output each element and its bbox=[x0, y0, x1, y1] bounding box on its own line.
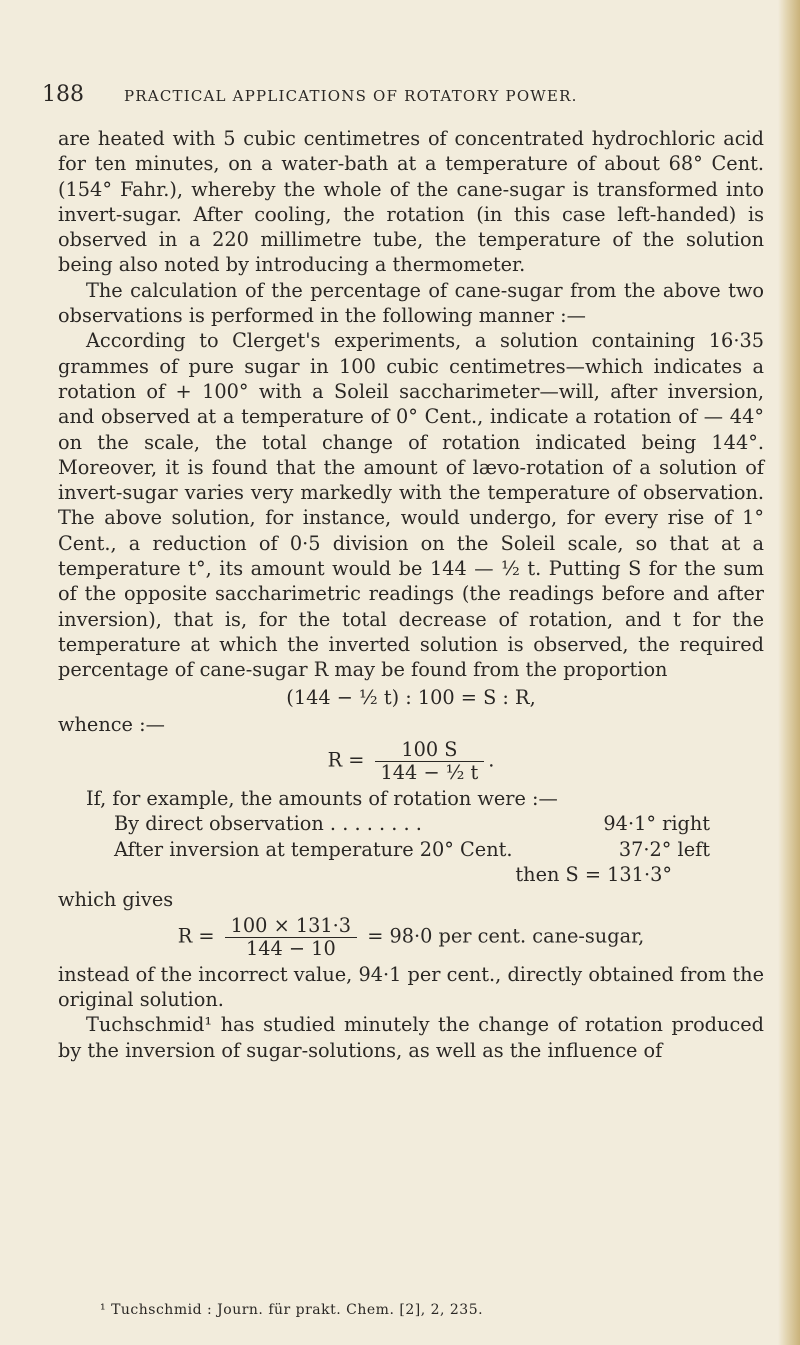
formula-r-lhs: R = bbox=[327, 748, 365, 772]
reading-row-direct bbox=[58, 811, 764, 836]
which-gives-label: which gives bbox=[58, 888, 174, 912]
formula-r-fraction bbox=[375, 739, 485, 784]
reading-inversion-value: 37·2° left bbox=[618, 837, 710, 861]
paragraph-1: are heated with 5 cubic centimetres of concentrated hydrochloric acid for ten minutes, on a water-bath at a temperature of about 68° Cent. (154° Fahr.), whereby the whole of the cane-sugar is transformed into invert-sugar. After cooling, the rotation (in this case left-handed) is observed in a 220 millimetre tube, the temperature of the solution being also noted by introducing a thermometer. bbox=[58, 127, 764, 277]
formula-r-numerator: 100 S bbox=[375, 739, 485, 762]
page-number: 188 bbox=[42, 82, 84, 107]
formula-r-denominator: 144 − ½ t bbox=[380, 761, 479, 785]
reading-direct-value: 94·1° right bbox=[603, 812, 710, 836]
formula-result-numerator: 100 × 131·3 bbox=[225, 915, 357, 938]
formula-result-lhs: R = bbox=[177, 924, 215, 948]
formula-r-end: . bbox=[488, 748, 495, 772]
body-text bbox=[58, 126, 764, 1063]
formula-proportion: (144 − ½ t) : 100 = S : R, bbox=[286, 685, 536, 709]
reading-direct-label: By direct observation . . . . . . . . bbox=[114, 812, 422, 836]
page-edge-shadow bbox=[778, 0, 800, 1345]
paragraph-3: According to Clerget's experiments, a solution containing 16·35 grammes of pure sugar in 100 cubic centimetres—which indicates a rotation of + 100° with a Soleil saccharimeter—will, after inversion, and observed at a temperature of 0° Cent., indicate a rotation of — 44° on the scale, the total change of rotation indicated being 144°. Moreover, it is found that the amount of lævo-rotation of a solution of invert-sugar varies very markedly with the temperature of observation. The above solution, for instance, would undergo, for every rise of 1° Cent., a reduction of 0·5 division on the Soleil scale, so that at a temperature t°, its amount would be 144 — ½ t. Putting S for the sum of the opposite saccharimetric readings (the readings before and after inversion), that is, for the total decrease of rotation, and t for the temperature at which the inverted solution is observed, the required percentage of cane-sugar R may be found from the proportion bbox=[58, 329, 764, 682]
running-head: PRACTICAL APPLICATIONS OF ROTATORY POWER. bbox=[124, 87, 578, 105]
footnote: ¹ Tuchschmid : Journ. für prakt. Chem. [2], 2, 235. bbox=[100, 1302, 484, 1318]
reading-inversion-label: After inversion at temperature 20° Cent. bbox=[114, 837, 513, 861]
formula-result-denominator: 144 − 10 bbox=[245, 936, 336, 960]
formula-result-fraction bbox=[225, 915, 357, 960]
paragraph-5: instead of the incorrect value, 94·1 per cent., directly obtained from the original solution. bbox=[58, 962, 764, 1011]
formula-r bbox=[58, 739, 764, 784]
then-sum-line: then S = 131·3° bbox=[515, 863, 672, 887]
paragraph-2: The calculation of the percentage of cane-sugar from the above two observations is performed in the following manner :— bbox=[58, 278, 764, 328]
paragraph-4: If, for example, the amounts of rotation were :— bbox=[86, 787, 558, 811]
paragraph-6: Tuchschmid¹ has studied minutely the change of rotation produced by the inversion of sugar-solutions, as well as the influence of bbox=[58, 1013, 764, 1062]
formula-result bbox=[58, 915, 764, 960]
reading-row-inversion bbox=[58, 837, 764, 862]
whence-label: whence :— bbox=[58, 712, 165, 736]
page-header bbox=[42, 82, 732, 107]
formula-result-rhs: = 98·0 per cent. cane-sugar, bbox=[367, 924, 645, 948]
